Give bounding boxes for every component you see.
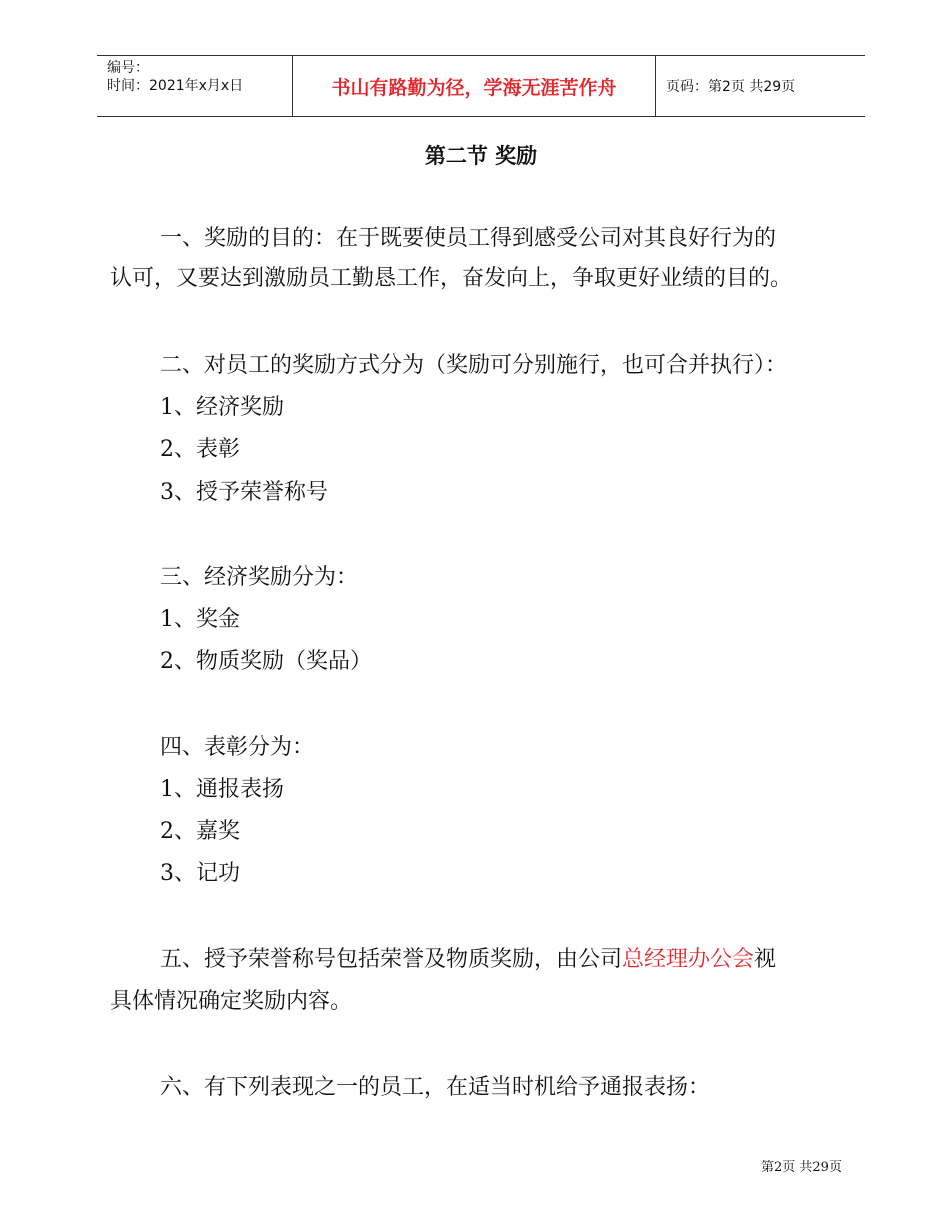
s5-line2: 具体情况确定奖励内容。 <box>110 989 353 1014</box>
s4-item-2: 2、嘉奖 <box>160 819 240 844</box>
s5-line1 <box>160 939 776 981</box>
number-label: 编号： <box>107 60 149 76</box>
header-motto: 书山有路勤为径，学海无涯苦作舟 <box>293 56 656 116</box>
s6-heading: 六、有下列表现之一的员工，在适当时机给予通报表扬： <box>160 1075 711 1100</box>
s4-item-1: 1、通报表扬 <box>160 777 284 802</box>
s3-item-2: 2、物质奖励（奖品） <box>160 649 372 674</box>
s2-heading: 二、对员工的奖励方式分为（奖励可分别施行，也可合并执行）： <box>160 353 788 378</box>
s1-line1: 一、奖励的目的：在于既要使员工得到感受公司对其良好行为的 <box>160 226 777 251</box>
page-title: 第二节 奖励 <box>424 144 538 168</box>
s3-item-1: 1、奖金 <box>160 607 240 632</box>
s2-item-1: 1、经济奖励 <box>160 395 284 420</box>
s1-line2: 认可，又要达到激励员工勤恳工作，奋发向上，争取更好业绩的目的。 <box>110 266 793 291</box>
s4-item-3: 3、记功 <box>160 861 240 886</box>
s2-item-3: 3、授予荣誉称号 <box>160 480 328 505</box>
header-meta <box>97 56 293 116</box>
header-page-label: 页码：第2页 共29页 <box>666 79 796 95</box>
s5-line1-pre: 五、授予荣誉称号包括荣誉及物质奖励，由公司 <box>160 947 623 972</box>
s2-item-2: 2、表彰 <box>160 437 240 462</box>
s5-line1-post: 视 <box>754 947 777 972</box>
s3-heading: 三、经济奖励分为： <box>160 565 359 590</box>
time-label: 时间：2021年x月x日 <box>107 78 244 94</box>
s5-highlight: 总经理办公会 <box>622 947 755 972</box>
page-footer: 第2页 共29页 <box>761 1160 842 1175</box>
document-header <box>97 55 865 117</box>
s4-heading: 四、表彰分为： <box>160 735 315 760</box>
